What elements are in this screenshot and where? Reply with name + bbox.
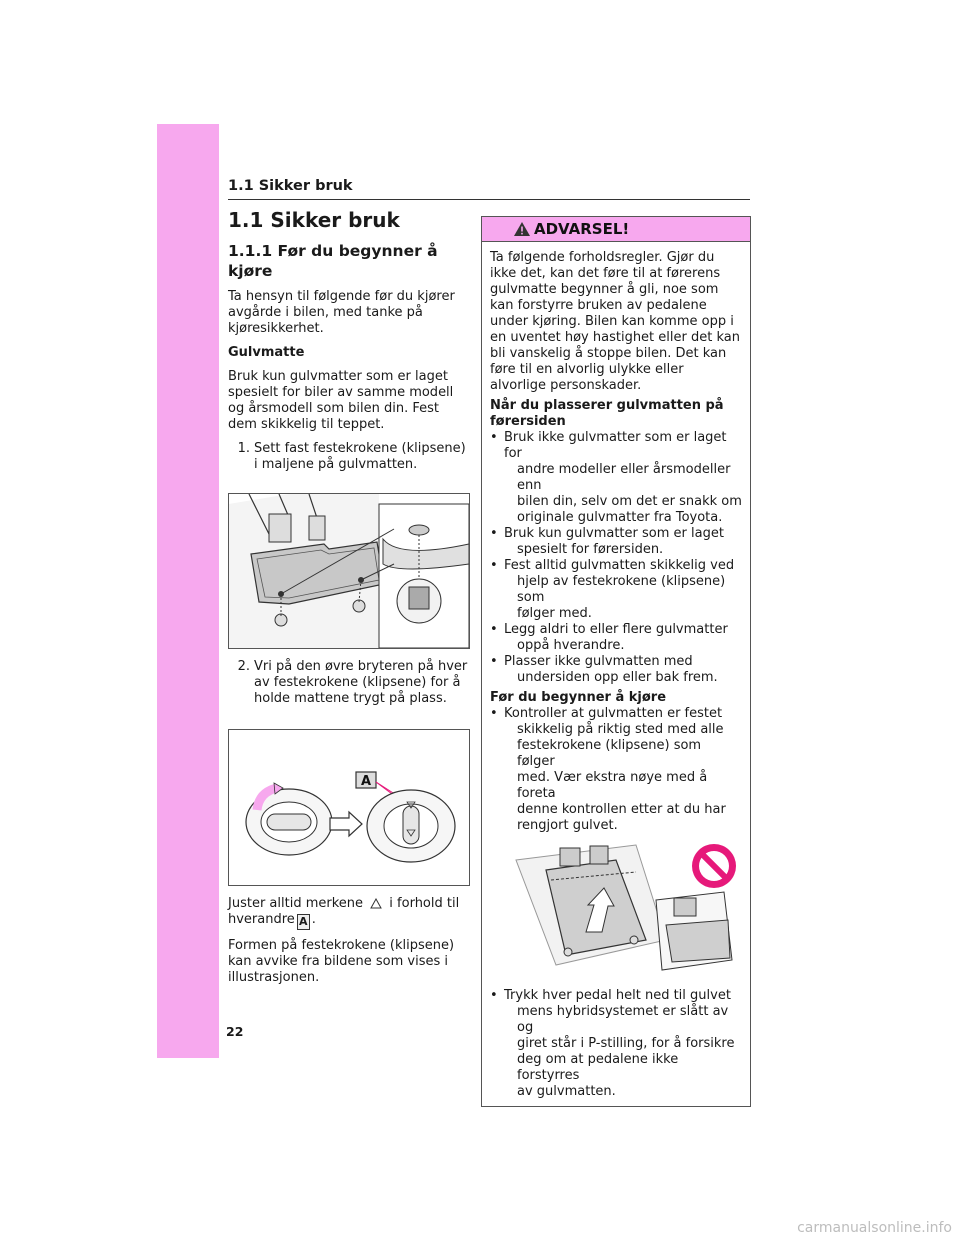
bullet-line: festekrokene (klipsene) som følger: [517, 738, 702, 769]
warning-bullet: [490, 622, 742, 654]
marker-a-label: A: [297, 914, 310, 930]
warning-bullet: [490, 706, 742, 834]
warning-triangle-icon: [514, 222, 530, 236]
warning-list-1: [490, 430, 742, 686]
bullet-line: Legg aldri to eller flere gulvmatter: [504, 622, 728, 637]
warning-subheading-2: Før du begynner å kjøre: [490, 690, 667, 705]
warning-bullet: [490, 526, 742, 558]
bullet-line: Trykk hver pedal helt ned til gulvet: [504, 988, 731, 1003]
bullet-line: Bruk kun gulvmatter som er laget: [504, 526, 724, 541]
bullet-dot: •: [490, 430, 498, 445]
incorrect-mat-illustration: [496, 840, 736, 978]
bullet-line: spesielt for førersiden.: [517, 542, 664, 557]
intro-paragraph: Ta hensyn til følgende før du kjører avgårde i bilen, med tanke på kjøresikkerhet.: [228, 289, 455, 336]
warning-box: [481, 216, 751, 1107]
bullet-line: Bruk ikke gulvmatter som er laget for: [504, 430, 727, 461]
bullet-dot: •: [490, 654, 498, 669]
bullet-line: bilen din, selv om det er snakk om: [517, 494, 742, 509]
left-column: [228, 205, 472, 994]
step-text: Sett fast festekrokene (klipsene) i maljene på gulvmatten.: [254, 441, 466, 472]
bullet-line: originale gulvmatter fra Toyota.: [517, 510, 723, 525]
svg-text:A: A: [360, 774, 372, 789]
bullet-line: hjelp av festekrokene (klipsene) som: [517, 574, 726, 605]
running-header: 1.1 Sikker bruk: [228, 178, 353, 194]
floor-mat-illustration: [228, 493, 470, 649]
step-1: [228, 441, 472, 473]
bullet-line: Plasser ikke gulvmatten med: [504, 654, 693, 669]
incorrect-mat-drawing: [496, 840, 736, 978]
warning-header: [482, 217, 750, 242]
warning-title: ADVARSEL!: [534, 220, 630, 238]
bullet-line: skikkelig på riktig sted med alle: [517, 722, 724, 737]
step-number: 1.: [237, 441, 250, 456]
step-2: [228, 659, 472, 707]
bullet-dot: •: [490, 706, 498, 721]
floor-mat-heading: Gulvmatte: [228, 345, 305, 360]
floor-mat-paragraph: Bruk kun gulvmatter som er laget spesielt for biler av samme modell og årsmodell som bilen din. Fest dem skikkelig til teppet.: [228, 369, 454, 432]
warning-bullet: [490, 558, 742, 622]
warning-column: [481, 216, 751, 1107]
clip-shape-note: Formen på festekrokene (klipsene) kan avvike fra bildene som vises i illustrasjonen.: [228, 938, 455, 985]
marker-instruction: Juster alltid merkene i forhold til hverandre A .: [228, 896, 460, 928]
bullet-line: undersiden opp eller bak frem.: [517, 670, 718, 685]
warning-bullet: [490, 430, 742, 526]
step-text: Vri på den øvre bryteren på hver av festekrokene (klipsene) for å holde mattene trygt på plass.: [254, 659, 468, 706]
bullet-dot: •: [490, 988, 498, 1003]
bullet-line: andre modeller eller årsmodeller enn: [517, 462, 731, 493]
bullet-line: oppå hverandre.: [517, 638, 625, 653]
bullet-line: av gulvmatten.: [517, 1084, 616, 1099]
bullet-line: giret står i P-stilling, for å forsikre: [517, 1036, 735, 1051]
page-number: 22: [226, 1024, 244, 1039]
header-rule: [228, 199, 750, 200]
section-title: 1.1 Sikker bruk: [228, 208, 400, 232]
bullet-dot: •: [490, 526, 498, 541]
warning-body: [482, 242, 750, 1106]
bullet-dot: •: [490, 622, 498, 637]
bullet-line: med. Vær ekstra nøye med å foreta: [517, 770, 708, 801]
step-number: 2.: [237, 659, 250, 674]
warning-intro: Ta følgende forholdsregler. Gjør du ikke det, kan det føre til at førerens gulvmatte begynner å gli, noe som kan forstyrre bruken av pedalene under kjøring. Bilen kan komme opp i en uventet høy hastighet eller det kan bli vanskelig å stoppe bilen. Det kan føre til en alvorlig ulykke eller alvorlige personskader.: [490, 250, 740, 393]
bullet-line: følger med.: [517, 606, 592, 621]
bullet-line: Kontroller at gulvmatten er festet: [504, 706, 723, 721]
warning-bullet: [490, 654, 742, 686]
bullet-dot: •: [490, 558, 498, 573]
warning-list-3: [490, 988, 742, 1100]
watermark: carmanualsonline.info: [797, 1220, 952, 1236]
bullet-line: rengjort gulvet.: [517, 818, 618, 833]
triangle-marker-icon: [370, 898, 382, 910]
warning-subheading-1: Når du plasserer gulvmatten på førersiden: [490, 398, 724, 429]
bullet-line: denne kontrollen etter at du har: [517, 802, 726, 817]
page-side-tab: [157, 124, 219, 1058]
bullet-line: mens hybridsystemet er slått av og: [517, 1004, 729, 1035]
warning-bullet: [490, 988, 742, 1100]
clip-drawing: [229, 730, 469, 885]
bullet-line: Fest alltid gulvmatten skikkelig ved: [504, 558, 735, 573]
floor-mat-drawing: [229, 494, 469, 648]
warning-list-2: [490, 706, 742, 834]
clip-illustration: [228, 729, 470, 886]
subsection-title: 1.1.1 Før du begynner å kjøre: [228, 242, 438, 280]
bullet-line: deg om at pedalene ikke forstyrres: [517, 1052, 679, 1083]
